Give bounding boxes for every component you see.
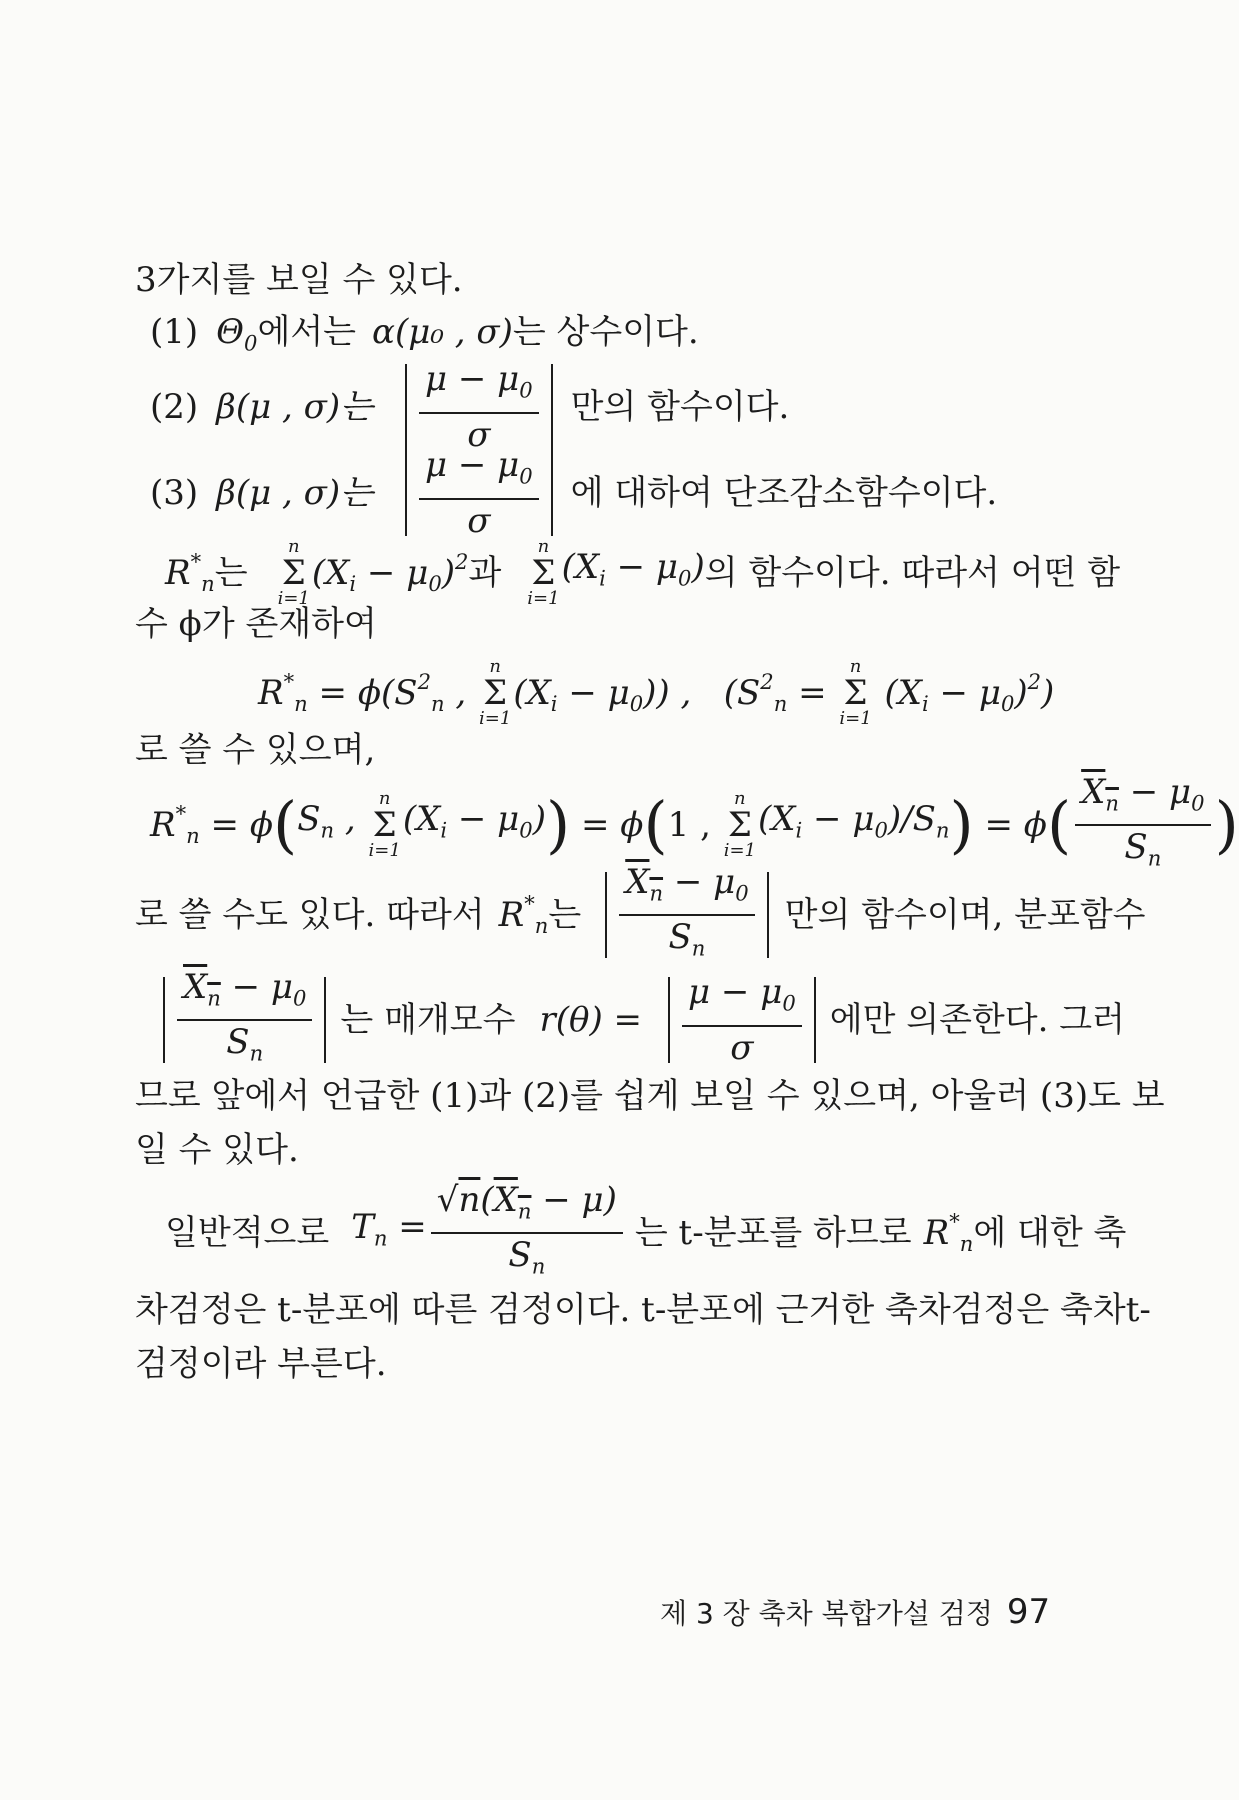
para-2-tail: 만의 함수이며, 분포함수 <box>784 895 1146 935</box>
item-3-tail: 에 대하여 단조감소함수이다. <box>570 473 998 513</box>
item-3-label: (3) <box>150 473 199 513</box>
item-2 <box>150 359 790 455</box>
para-1-mid: 과 <box>468 553 502 593</box>
t-statistic-fraction: $\frac{√n(X_n - \mu)}{S_n}$ <box>431 1181 623 1286</box>
abs-fraction-mu-2: $\frac{\mu - \mu_0}{\sigma}$ <box>397 446 561 539</box>
para-5-lead: 일반적으로 <box>165 1213 330 1253</box>
para-1-line-2: 수 ϕ가 존재하여 <box>135 604 377 644</box>
para-2: 로 쓸 수도 있다. 따라서 $R^*_n$ 는 $\frac{X_n - \mu_0}{S_n}$ 만의 함수이며, 분포함수 <box>135 870 1146 960</box>
equation-1: $R^*_n = \phi(S^2_n$ , n Σ i=1 $(X_i - \mu_0)$) , ($S^2_n$ = n Σ i=1 $(X_i - \mu_0)^2$) <box>258 656 1055 729</box>
para-3-a: 는 매개모수 <box>340 1000 516 1040</box>
para-3-b: 에만 의존한다. 그러 <box>829 1000 1125 1040</box>
item-1-text: 에서는 <box>257 312 357 352</box>
intro-line: 3가지를 보일 수 있다. <box>135 260 463 300</box>
para-4-line-1: 므로 앞에서 언급한 (1)과 (2)를 쉽게 보일 수 있으며, 아울러 (3)도 보 <box>135 1076 1165 1116</box>
para-1-lead: 는 <box>214 553 248 593</box>
abs-fraction-mu-3: $\frac{\mu - \mu_0}{\sigma}$ <box>660 973 824 1066</box>
item-1-label: (1) <box>150 312 199 352</box>
item-1-expr: α(μ₀ , σ) <box>372 312 513 352</box>
page-footer <box>660 1592 1050 1634</box>
para-1-line-1: $R^*_n$ 는 n Σ i=1 $(X_i - \mu_0)^2$ 과 n Σ i=1 $(X_i - \mu_0)$ 의 함수이다. 따라서 어떤 함 <box>165 536 1121 609</box>
item-1-tail: 는 상수이다. <box>512 312 699 352</box>
para-5: 일반적으로 $T_n$ = $\frac{√n(X_n - \mu)}{S_n}$ 는 t-분포를 하므로 $R^*_n$ 에 대한 축 <box>165 1188 1126 1278</box>
para-1-tail: 의 함수이다. 따라서 어떤 함 <box>704 553 1121 593</box>
write-line: 로 쓸 수 있으며, <box>135 730 376 770</box>
item-2-label: (2) <box>150 387 199 427</box>
para-6-line-2: 검정이라 부른다. <box>135 1344 387 1384</box>
para-5-tail: 에 대한 축 <box>973 1213 1127 1253</box>
page-number: 97 <box>1006 1592 1051 1632</box>
item-3 <box>150 445 998 541</box>
abs-fraction-mu: $\frac{\mu - \mu_0}{\sigma}$ <box>397 360 561 453</box>
abs-fraction-xbar-2: $\frac{X_n - \mu_0}{S_n}$ <box>155 968 334 1073</box>
para-5-mid: 는 t-분포를 하므로 <box>634 1213 912 1253</box>
item-2-lead: β(μ , σ)는 <box>216 387 373 427</box>
chapter-title: 제 3 장 축차 복합가설 검정 <box>660 1597 993 1630</box>
para-4-line-2: 일 수 있다. <box>135 1130 299 1170</box>
item-3-lead: β(μ , σ)는 <box>216 473 373 513</box>
equation-2: $R^*_n = \phi$ ( $S_n$ , n Σ i=1 $(X_i - \mu_0)$ ) = ϕ ( 1 , n Σ i=1 $(X_i - \mu_0)/S_n$ ) = ϕ ( $\frac{X_n - \mu_0}{S_n}$ ) <box>150 771 1239 871</box>
para-2-start: 로 쓸 수도 있다. 따라서 <box>135 895 485 935</box>
para-3: $\frac{X_n - \mu_0}{S_n}$ 는 매개모수 r(θ) = $\frac{\mu - \mu_0}{\sigma}$ 에만 의존한다. 그러 <box>155 975 1125 1065</box>
abs-fraction-xbar: $\frac{X_n - \mu_0}{S_n}$ <box>597 863 776 968</box>
theta-symbol: $\Theta_0$ <box>216 312 258 356</box>
item-1 <box>150 310 699 365</box>
para-6-line-1: 차검정은 t-분포에 따른 검정이다. t-분포에 근거한 축차검정은 축차t- <box>135 1290 1151 1330</box>
item-2-tail: 만의 함수이다. <box>570 387 790 427</box>
para-2-mid: 는 <box>548 895 582 935</box>
